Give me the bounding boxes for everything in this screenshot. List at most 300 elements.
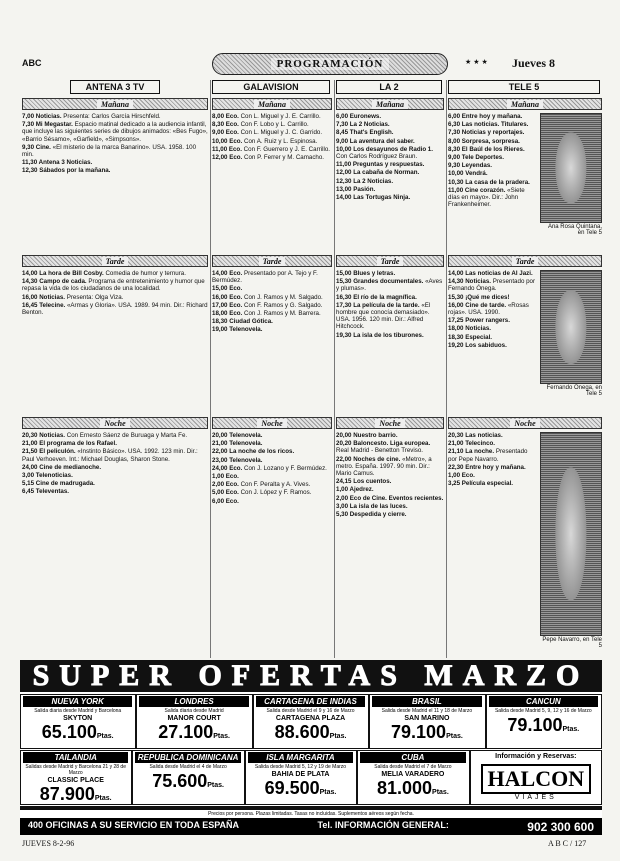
offer-dates: Salida desde Madrid el 9 y 16 de Marzo <box>266 708 355 714</box>
program-entry <box>22 302 208 316</box>
program-title: 8,30 El Baúl de los Rieres. <box>448 145 525 153</box>
program-description: Con J. Lozano y F. Bermúdez. <box>244 464 327 472</box>
schedule-section-afternoon <box>336 252 444 402</box>
program-title: 7,30 Noticias y reportajes. <box>448 129 525 137</box>
section-header <box>212 417 332 429</box>
program-entry <box>22 488 208 495</box>
program-entry <box>336 278 444 292</box>
program-entry <box>336 294 444 301</box>
section-header <box>22 255 208 267</box>
program-entry <box>212 138 332 145</box>
program-title: 16,00 Noticias. <box>22 293 65 301</box>
program-entry <box>336 194 444 201</box>
program-description: Con F. Ramos y G. Salgado. <box>244 301 323 309</box>
program-entry <box>448 179 537 186</box>
program-title: 5,00 Eco. <box>212 489 239 497</box>
program-entry <box>212 326 332 333</box>
program-title: 22,00 La noche de los ricos. <box>212 448 295 456</box>
program-list <box>448 113 537 236</box>
program-description: Presentado por Fernando Ónega. <box>448 278 536 293</box>
program-title: 12,00 Eco. <box>212 154 243 162</box>
program-description: Con Ernesto Sáenz de Buruaga y Marta Fe. <box>66 432 188 439</box>
program-entry <box>336 302 444 331</box>
ad-offices: 400 OFICINAS A SU SERVICIO EN TODA ESPAÑA <box>28 820 240 830</box>
program-title: 18,00 Eco. <box>212 310 243 318</box>
program-title: 10,00 Vendrá. <box>448 170 488 178</box>
face-silhouette <box>555 132 586 203</box>
program-description: Con P. Ferrer y M. Camacho. <box>244 154 325 162</box>
section-header <box>336 98 444 110</box>
program-title: 1,00 Ajedrez. <box>336 486 374 494</box>
offer-price <box>23 784 128 809</box>
program-entry <box>448 138 537 145</box>
price-value: 88.600 <box>274 722 330 742</box>
program-entry <box>448 294 537 301</box>
program-title: 21,10 La noche. <box>448 448 495 456</box>
program-entry <box>212 294 332 301</box>
offer-dates: Salida desde Madrid el 7 de Marzo <box>374 764 452 770</box>
program-title: 18,30 Ciudad Gótica. <box>212 318 273 326</box>
program-entry <box>212 310 332 317</box>
program-entry <box>212 448 332 455</box>
program-description: Con J. Ramos y M. Salgado. <box>244 293 323 301</box>
program-title: 6,00 Eco. <box>212 497 239 505</box>
program-entry <box>448 154 537 161</box>
section-label: Mañana <box>97 100 133 109</box>
program-entry <box>212 440 332 447</box>
offer-price <box>256 722 365 747</box>
offer-card[interactable] <box>246 751 356 804</box>
price-unit: Ptas. <box>562 726 580 733</box>
program-description: «Rosas rojas». USA. 1990. <box>448 301 529 317</box>
program-entry <box>448 302 537 316</box>
program-title: 17,00 Eco. <box>212 301 243 309</box>
program-entry <box>22 472 208 479</box>
program-list <box>212 432 332 506</box>
program-title: 18,30 Especial. <box>448 333 493 341</box>
offer-destination: CUBA <box>360 752 465 763</box>
program-description: Presenta: Carlos García Hirschfeld. <box>63 113 161 120</box>
program-title: 16,00 Eco. <box>212 293 243 301</box>
program-entry <box>336 332 444 339</box>
offer-card[interactable] <box>487 695 601 748</box>
schedule-section-afternoon <box>22 252 208 402</box>
program-entry <box>336 169 444 176</box>
program-title: 8,00 Eco. <box>212 113 239 120</box>
presenter-photo-block <box>540 432 602 649</box>
program-title: 11,00 Preguntas y respuestas. <box>336 161 425 169</box>
program-entry <box>22 440 208 447</box>
program-title: 21,00 Telecinco. <box>448 440 496 448</box>
ad-phone[interactable]: 902 300 600 <box>527 820 594 834</box>
offer-dates: Salida diaria desde Madrid <box>164 708 224 714</box>
program-description: «Metro», a metro. España. 1997. 90 min. Dir.: Mario Camus. <box>336 455 432 478</box>
program-entry <box>336 129 444 136</box>
program-entry <box>22 278 208 292</box>
column-divider <box>334 80 335 658</box>
program-entry <box>212 432 332 439</box>
program-entry <box>336 146 444 160</box>
program-title: 17,25 Power rangers. <box>448 317 510 325</box>
section-label: Mañana <box>254 100 290 109</box>
program-entry <box>448 432 537 439</box>
offer-dates: Salidas desde Madrid y Barcelona 21 y 28 de Marzo <box>25 764 126 776</box>
program-entry <box>336 432 444 439</box>
offer-price <box>139 722 248 747</box>
presenter-photo <box>540 113 602 223</box>
program-entry <box>448 440 537 447</box>
program-title: 17,30 La película de la tarde. <box>336 301 420 309</box>
program-entry <box>448 472 537 479</box>
price-unit: Ptas. <box>432 789 449 796</box>
program-title: 6,00 Euronews. <box>336 113 382 120</box>
offer-price <box>372 722 481 747</box>
offer-destination: REPUBLICA DOMINICANA <box>135 752 240 763</box>
program-entry <box>336 113 444 120</box>
program-description: Con L. Miguel y J. C. Garrido. <box>240 129 323 137</box>
program-title: 23,00 Telenovela. <box>212 456 263 464</box>
ad-footer <box>20 810 602 832</box>
program-list <box>212 113 332 162</box>
program-entry <box>336 121 444 128</box>
program-entry <box>22 294 208 301</box>
program-entry <box>212 129 332 136</box>
program-title: 14,00 La hora de Bill Cosby. <box>22 270 104 277</box>
program-list <box>22 270 208 317</box>
program-title: 12,00 La cabaña de Norman. <box>336 169 420 177</box>
channel-name: TELE 5 <box>448 80 600 94</box>
program-entry <box>22 167 208 174</box>
ad-title-text: SUPER OFERTAS MARZO <box>32 659 590 692</box>
photo-caption: Ana Rosa Quintana, en Tele 5 <box>547 224 602 236</box>
program-list <box>22 113 208 176</box>
program-title: 14,00 Eco. <box>212 270 243 277</box>
price-value: 27.100 <box>158 722 214 742</box>
offer-price <box>135 771 240 796</box>
price-unit: Ptas. <box>207 782 224 789</box>
program-title: 11,00 Eco. <box>212 145 242 153</box>
section-header <box>212 255 332 267</box>
program-title: 15,30 Grandes documentales. <box>336 278 424 286</box>
program-title: 19,20 Los sabiduos. <box>448 341 507 349</box>
column-divider <box>210 80 211 658</box>
program-entry <box>212 465 332 472</box>
program-title: 16,00 Cine de tarde. <box>448 301 507 309</box>
offer-hotel: CLASSIC PLACE <box>47 777 104 784</box>
program-title: 1,00 Eco. <box>448 472 475 480</box>
program-entry <box>448 129 537 136</box>
program-description: Espacio matinal dedicado a la audiencia infantil, que incluye las siguientes series de dibujos animados: «Bes Fugo», «Barrio Sésamo», «Garfield», «Simpsons». <box>22 121 208 143</box>
program-description: Real Madrid - Benetton Treviso. <box>336 447 424 455</box>
ad-block <box>20 660 602 832</box>
ad-title <box>20 660 602 694</box>
program-entry <box>212 154 332 161</box>
program-title: 6,00 Entre hoy y mañana. <box>448 113 523 120</box>
ad-fine-print: Precios por persona. Plazas limitadas. Tasas no incluidas. Suplementos aéreos según fecha. <box>20 810 602 819</box>
program-title: 9,30 Leyendas. <box>448 162 493 170</box>
program-list <box>212 270 332 335</box>
presenter-photo <box>540 270 602 384</box>
offer-hotel: MANOR COURT <box>167 715 221 722</box>
section-label: Mañana <box>372 100 408 109</box>
program-entry <box>448 317 537 324</box>
offer-dates: Salida desde Madrid el 11 y 18 de Marzo <box>381 708 473 714</box>
program-entry <box>448 113 537 120</box>
program-title: 5,30 Despedida y cierre. <box>336 511 407 519</box>
program-description: Presentado por Pepe Navarro. <box>448 448 528 463</box>
program-entry <box>212 318 332 325</box>
program-entry <box>212 457 332 464</box>
program-description: Con F. Peralta y A. Vives. <box>240 481 311 489</box>
program-entry <box>212 285 332 292</box>
section-header <box>22 98 208 110</box>
offer-card[interactable] <box>358 751 468 804</box>
section-label: Noche <box>257 419 286 428</box>
price-value: 81.000 <box>376 778 433 798</box>
program-title: 13,00 Pasión. <box>336 185 376 193</box>
price-unit: Ptas. <box>94 795 112 802</box>
program-entry <box>22 270 208 277</box>
program-description: Con A. Ruiz y L. Espinosa. <box>244 137 318 145</box>
program-title: 20,00 Telenovela. <box>212 432 263 439</box>
program-title: 18,00 Noticias. <box>448 325 491 333</box>
face-silhouette <box>555 290 586 364</box>
program-title: 5,15 Cine de madrugada. <box>22 480 95 488</box>
offer-destination: LONDRES <box>139 696 248 707</box>
program-entry <box>336 511 444 518</box>
program-title: 15,30 ¡Qué me dices! <box>448 293 510 301</box>
program-entry <box>448 170 537 177</box>
program-entry <box>22 432 208 439</box>
ad-contact-bar <box>20 819 602 835</box>
offer-destination: CARTAGENA DE INDIAS <box>256 696 365 707</box>
section-label: Tarde <box>259 257 286 266</box>
channel-name: ANTENA 3 TV <box>70 80 160 94</box>
program-description: «Instinto Básico». USA. 1992. 123 min. Dir.: Paul Verhoeven. Int.: Michael Douglas, Sharon Stone. <box>22 448 198 463</box>
program-title: 8,45 That's English. <box>336 129 394 137</box>
offer-hotel: MELIA VARADERO <box>381 771 445 778</box>
program-title: 21,00 El programa de los Rafael. <box>22 440 117 448</box>
price-value: 75.600 <box>152 771 208 791</box>
program-description: Con F. Lobo y L. Carrillo. <box>240 121 309 129</box>
program-list <box>336 113 444 202</box>
program-title: 9,00 Eco. <box>212 129 239 137</box>
channel-name: GALAVISION <box>212 80 330 94</box>
program-entry <box>448 480 537 487</box>
program-entry <box>212 481 332 488</box>
program-entry <box>448 334 537 341</box>
program-title: 19,30 La isla de los tiburones. <box>336 331 424 339</box>
section-label: Noche <box>510 419 539 428</box>
schedule-section-morning <box>212 95 332 241</box>
offer-card[interactable] <box>254 695 368 748</box>
price-unit: Ptas. <box>446 733 463 740</box>
program-description: «El hombre que conocía demasiado». USA. 1956. 120 min. Dir.: Alfred Hitchcock. <box>336 301 431 331</box>
program-entry <box>448 270 537 277</box>
halcon-tagline: VIAJES <box>514 794 557 801</box>
program-description: Con F. Guerrero y J. E. Carrillo. <box>243 145 330 153</box>
program-entry <box>22 448 208 462</box>
program-entry <box>22 121 208 143</box>
schedule-section-morning <box>448 95 602 241</box>
section-label: Tarde <box>102 257 129 266</box>
program-description: «Aves y plumas». <box>336 278 443 293</box>
program-title: 9,00 Tele Deportes. <box>448 154 504 162</box>
price-value: 69.500 <box>264 778 320 798</box>
offer-destination: BRASIL <box>372 696 481 707</box>
price-unit: Ptas. <box>319 789 337 796</box>
program-title: 11,30 Antena 3 Noticias. <box>22 159 93 167</box>
program-entry <box>336 503 444 510</box>
section-header <box>448 255 602 267</box>
program-title: 2,00 Eco. <box>212 481 239 489</box>
program-list <box>448 270 537 397</box>
program-entry <box>212 473 332 480</box>
schedule-section-morning <box>336 95 444 241</box>
halcon-logo-block[interactable] <box>471 751 601 804</box>
section-header <box>448 417 602 429</box>
section-header <box>448 98 602 110</box>
footer-page: A B C / 127 <box>548 839 587 848</box>
ad-phone-label: Tel. INFORMACIÓN GENERAL: <box>317 820 449 830</box>
program-description: Con L. Miguel y J. E. Carrillo. <box>240 113 321 120</box>
abc-marker: ABC <box>22 58 42 68</box>
program-title: 24,15 Los cuentos. <box>336 478 392 486</box>
program-entry <box>22 159 208 166</box>
price-unit: Ptas. <box>213 733 230 740</box>
program-title: 20,00 Nuestro barrio. <box>336 432 398 439</box>
offer-destination: CANCUN <box>489 696 598 707</box>
face-silhouette <box>555 467 586 600</box>
program-entry <box>336 486 444 493</box>
program-description: Con J. López y F. Ramos. <box>240 489 312 497</box>
program-description: Presenta: Olga Viza. <box>66 293 124 301</box>
offer-destination: TAILANDIA <box>23 752 128 763</box>
program-title: 7,30 La 2 Noticias. <box>336 121 390 129</box>
schedule-section-evening <box>22 414 208 654</box>
schedule-section-evening <box>212 414 332 654</box>
program-title: 24,00 Eco. <box>212 464 243 472</box>
program-title: 21,50 El peliculón. <box>22 448 76 456</box>
offer-hotel: SKYTON <box>63 715 93 722</box>
offer-card[interactable] <box>370 695 484 748</box>
program-title: 3,25 Película especial. <box>448 480 514 488</box>
price-value: 79.100 <box>391 722 447 742</box>
banner-title: PROGRAMACIÓN <box>271 58 390 70</box>
offer-card[interactable] <box>133 751 243 804</box>
program-description: «El misterio de la marca Banarino». USA. 1958. 100 min. <box>22 143 197 159</box>
offer-dates: Salida desde Madrid 5, 12 y 19 de Marzo <box>254 764 347 770</box>
price-value: 87.900 <box>39 784 95 804</box>
program-entry <box>448 464 537 471</box>
program-title: 10,00 Eco. <box>212 137 243 145</box>
program-title: 20,20 Baloncesto. Liga europea. <box>336 440 431 448</box>
program-entry <box>448 187 537 209</box>
price-value: 65.100 <box>41 722 97 742</box>
program-title: 14,30 Noticias. <box>448 278 491 286</box>
page-date: Jueves 8 <box>512 56 555 70</box>
offer-dates: Salida desde Madrid el 4 de Marzo <box>149 764 227 770</box>
schedule-section-morning <box>22 95 208 241</box>
price-unit: Ptas. <box>329 733 347 740</box>
section-label: Noche <box>375 419 404 428</box>
offer-destination: NUEVA YORK <box>23 696 132 707</box>
price-value: 79.100 <box>507 715 563 735</box>
program-title: 1,00 Eco. <box>212 473 239 481</box>
program-title: 14,00 Las Tortugas Ninja. <box>336 194 411 202</box>
program-entry <box>336 186 444 193</box>
program-entry <box>448 162 537 169</box>
program-title: 14,00 Las noticias de Al Jazi. <box>448 270 533 277</box>
presenter-photo <box>540 432 602 636</box>
program-description: «Siete días en mayo». Dir.: John Frankenheimer. <box>448 186 525 209</box>
offer-price <box>360 778 465 803</box>
program-entry <box>448 325 537 332</box>
program-list <box>22 432 208 497</box>
section-header <box>212 98 332 110</box>
program-title: 6,30 Las noticias. Titulares. <box>448 121 529 129</box>
offer-price <box>23 722 132 747</box>
halcon-logo: HALCON <box>481 764 591 794</box>
program-title: 15,00 Blues y letras. <box>336 270 396 277</box>
offer-card[interactable] <box>21 751 131 804</box>
program-title: 14,30 Campo de cada. <box>22 278 87 286</box>
program-title: 19,00 Telenovela. <box>212 326 263 334</box>
program-entry <box>22 113 208 120</box>
program-title: 22,30 Entre hoy y mañana. <box>448 463 526 471</box>
program-list <box>336 432 444 519</box>
program-entry <box>22 480 208 487</box>
program-entry <box>336 161 444 168</box>
program-entry <box>336 440 444 454</box>
program-title: 8,00 Sorpresa, sorpresa. <box>448 137 520 145</box>
program-entry <box>448 278 537 292</box>
program-entry <box>212 121 332 128</box>
section-label: Noche <box>100 419 129 428</box>
offer-dates: Salida diaria desde Madrid y Barcelona <box>34 708 122 714</box>
photo-caption: Pepe Navarro, en Tele 5 <box>542 637 602 649</box>
offer-hotel: CARTAGENA PLAZA <box>275 715 346 722</box>
program-title: 10,30 La casa de la pradera. <box>448 178 530 186</box>
offer-card[interactable] <box>137 695 251 748</box>
program-description: Con Carlos Rodríguez Braun. <box>336 153 418 161</box>
offer-price <box>248 778 353 803</box>
halcon-info: Información y Reservas: <box>495 753 577 760</box>
program-description: Presentado por A. Tejo y F. Bermúdez. <box>212 270 318 285</box>
program-entry <box>336 456 444 478</box>
price-unit: Ptas. <box>96 733 114 740</box>
offer-row <box>20 694 602 750</box>
program-title: 8,30 Eco. <box>212 121 239 129</box>
section-header <box>22 417 208 429</box>
program-title: 2,00 Eco de Cine. Eventos recientes. <box>336 494 444 502</box>
program-title: 15,00 Eco. <box>212 285 243 293</box>
program-title: 9,30 Cine. <box>22 143 51 151</box>
section-label: Tarde <box>377 257 404 266</box>
program-entry <box>336 178 444 185</box>
program-title: 10,00 Los desayunos de Radio 1. <box>336 145 433 153</box>
program-entry <box>212 302 332 309</box>
offer-destination: ISLA MARGARITA <box>248 752 353 763</box>
program-description: Programa de entretenimiento y humor que repasa la vida de los ciudadanos de una localidad. <box>22 278 205 293</box>
program-entry <box>212 270 332 284</box>
offer-row <box>20 750 602 806</box>
schedule-section-evening <box>448 414 602 654</box>
program-entry <box>212 498 332 505</box>
stars-decoration: ★★★ <box>465 59 490 66</box>
program-title: 20,30 Las noticias. <box>448 432 503 439</box>
offer-card[interactable] <box>21 695 135 748</box>
